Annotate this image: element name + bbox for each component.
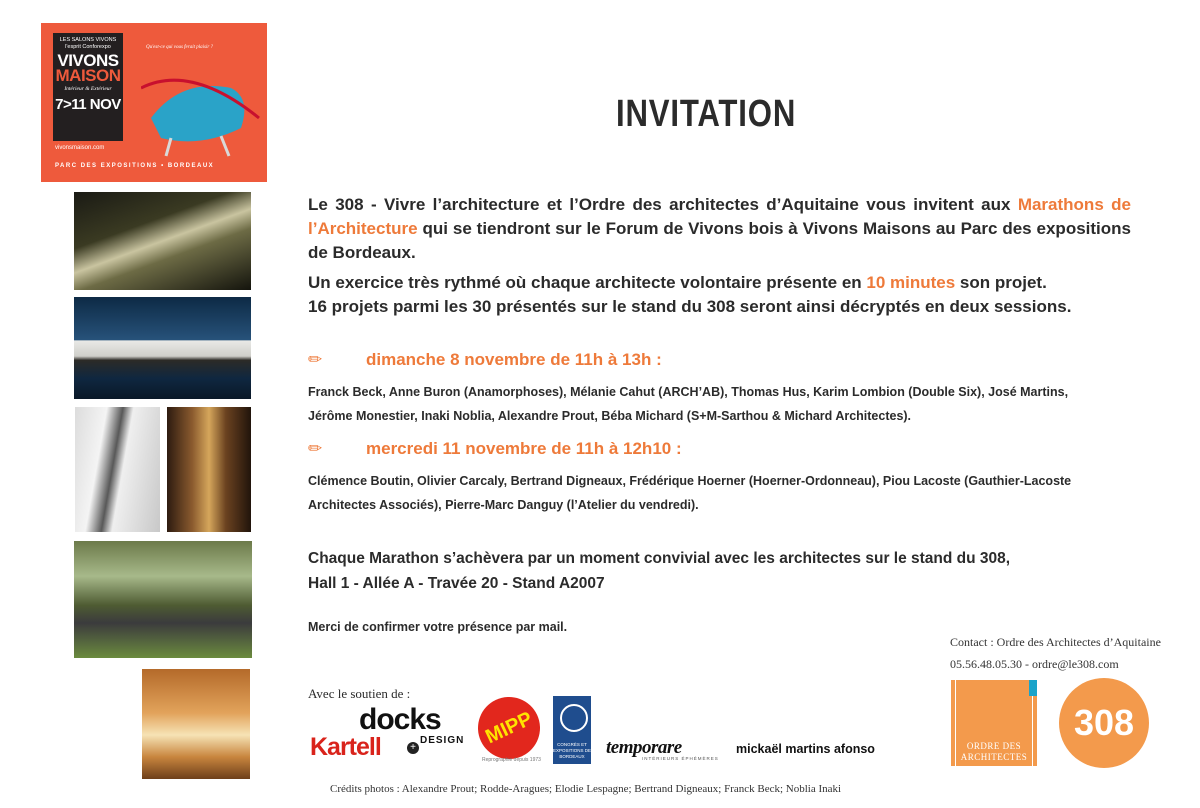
photo-modern-house-pool [74, 297, 251, 399]
contact-block [950, 631, 1161, 675]
intro-p1-end: qui se tiendront sur le Forum de Vivons bois à Vivons Maisons au Parc des expositions de Bordeaux. [308, 219, 1131, 262]
temporare-logo: temporare [606, 737, 682, 758]
logo-text-line2: ARCHITECTES [960, 752, 1028, 762]
photo-rounded-interior [142, 669, 250, 779]
page-title: INVITATION [616, 93, 797, 135]
photo-house-night [74, 192, 251, 290]
intro-event-name: Marathons de l’Architecture [308, 195, 1131, 238]
photo-wooden-interior [167, 407, 251, 532]
pencil-icon: ✏ [308, 439, 323, 458]
session-participants [308, 469, 1148, 517]
kartell-logo: Kartell [310, 733, 381, 761]
plus-icon: + [407, 742, 419, 754]
pencil-icon: ✏ [308, 350, 323, 369]
logo-text [951, 741, 1037, 763]
intro-text [308, 193, 1131, 319]
mickael-martins-afonso-logo: mickaël martins afonso [736, 742, 875, 756]
chair-illustration [141, 58, 261, 158]
intro-duration: 10 minutes [866, 273, 956, 292]
session-sunday [308, 350, 1148, 428]
confirm-text: Merci de confirmer votre présence par mail. [308, 620, 568, 634]
photo-interior-stairs [75, 407, 160, 532]
logo-text-line1: ORDRE DES [966, 741, 1022, 751]
sponsors-label: Avec le soutien de : [308, 686, 411, 701]
contact-phone-email[interactable]: 05.56.48.05.30 - ordre@le308.com [950, 657, 1119, 671]
participants-line-2: Architectes Associés), Pierre-Marc Danguy (l’Atelier du vendredi). [308, 498, 699, 512]
mipp-subtitle: Reprographie depuis 1973 [482, 757, 541, 763]
poster-brand-line2: MAISON [55, 66, 121, 85]
congres-mark-icon [560, 704, 588, 732]
intro-paragraph-1 [308, 193, 1131, 265]
poster-small-line1: LES SALONS VIVONS [59, 37, 117, 43]
poster-dates: 7>11 NOV [55, 96, 121, 113]
mipp-logo: MIPP [468, 687, 550, 769]
photo-garden-house [74, 541, 252, 658]
session-heading [308, 439, 1148, 463]
docks-design-sub: DESIGN [420, 735, 465, 746]
session-wednesday [308, 439, 1148, 517]
closing-text [308, 546, 1010, 596]
participants-line-1: Franck Beck, Anne Buron (Anamorphoses), Mélanie Cahut (ARCH’AB), Thomas Hus, Karim Lombion (Double Six), José Martins, [308, 385, 1069, 399]
session-heading [308, 350, 1148, 374]
docks-design-logo: docks [359, 703, 441, 736]
congres-text: CONGRÈS ET EXPOSITIONS DE BORDEAUX [553, 742, 592, 759]
photo-credits: Crédits photos : Alexandre Prout; Rodde-Aragues; Elodie Lespagne; Bertrand Digneaux; Franck Beck; Noblia Inaki [330, 783, 842, 795]
poster-footer: PARC DES EXPOSITIONS • BORDEAUX [55, 163, 215, 169]
ordre-des-architectes-logo [951, 680, 1037, 766]
session-date: mercredi 11 novembre de 11h à 12h10 : [366, 439, 682, 458]
intro-paragraph-2 [308, 271, 1131, 295]
intro-p2-start: Un exercice très rythmé où chaque architecte volontaire présente en [308, 273, 867, 292]
intro-p1-start: Le 308 - Vivre l’architecture et l’Ordre des architectes d’Aquitaine vous invitent aux [308, 195, 1018, 214]
contact-org: Contact : Ordre des Architectes d’Aquitaine [950, 635, 1161, 649]
vivons-maison-poster [41, 23, 267, 182]
participants-line-1: Clémence Boutin, Olivier Carcaly, Bertrand Digneaux, Frédérique Hoerner (Hoerner-Ordonneau), Piou Lacoste (Gauthier-Lacoste [308, 474, 1072, 488]
session-date: dimanche 8 novembre de 11h à 13h : [366, 350, 662, 369]
congres-bordeaux-logo [553, 696, 591, 764]
poster-question: Qu'est-ce qui vous ferait plaisir ? [146, 45, 214, 50]
poster-title-box [53, 33, 123, 141]
logo-accent [1029, 680, 1037, 696]
poster-url: vivonsmaison.com [55, 145, 105, 151]
temporare-subtitle: INTÉRIEURS ÉPHÉMÈRES [642, 756, 719, 761]
poster-brand-line1: VIVONS [57, 51, 119, 70]
session-participants [308, 380, 1148, 428]
le308-logo: 308 [1059, 678, 1149, 768]
stand-location: Hall 1 - Allée A - Travée 20 - Stand A2007 [308, 575, 605, 592]
closing-line-1: Chaque Marathon s’achèvera par un moment convivial avec les architectes sur le stand du 308, [308, 550, 1011, 567]
intro-p2-end: son projet. [955, 273, 1047, 292]
poster-small-line2: l'esprit Conforexpo [65, 44, 111, 50]
participants-line-2: Jérôme Monestier, Inaki Noblia, Alexandre Prout, Béba Michard (S+M-Sarthou & Michard Architectes). [308, 409, 912, 423]
intro-paragraph-3: 16 projets parmi les 30 présentés sur le stand du 308 seront ainsi décryptés en deux sessions. [308, 297, 1072, 316]
poster-subtitle: Intérieur & Extérieur [64, 86, 112, 92]
